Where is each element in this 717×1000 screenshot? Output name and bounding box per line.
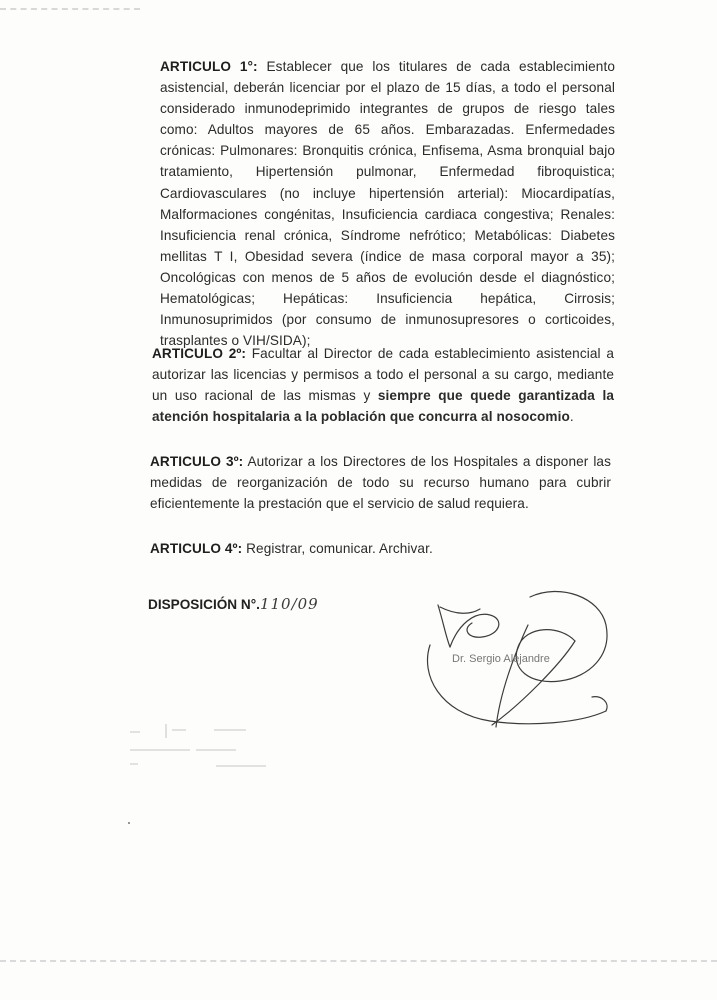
disposition-number (148, 595, 319, 613)
article-3-label: ARTICULO 3º: (150, 454, 244, 469)
article-4-text: Registrar, comunicar. Archivar. (242, 541, 433, 556)
article-1-label: ARTICULO 1°: (160, 59, 258, 74)
article-4 (150, 538, 570, 559)
page-edge-top (0, 0, 140, 10)
disposition-label: DISPOSICIÓN N°. (148, 597, 260, 612)
disposition-handwritten-number: 110/09 (259, 595, 319, 613)
signature-stamp (410, 585, 620, 735)
page-edge-bottom (0, 958, 717, 962)
faded-date-stamp (126, 722, 326, 792)
signature-name: Dr. Sergio Alejandre (452, 653, 550, 665)
article-2 (152, 343, 614, 427)
article-2-text: Facultar al Director de cada establecimiento asistencial a autorizar las licencias y permisos a todo el personal a su cargo, mediante un uso racional de las mismas y (152, 346, 614, 404)
stray-mark (128, 822, 130, 824)
article-3 (150, 451, 611, 514)
faded-stamp-marks (126, 722, 326, 792)
article-2-label: ARTICULO 2º: (152, 346, 247, 361)
article-2-tail: . (569, 409, 574, 425)
article-4-label: ARTICULO 4º: (150, 541, 243, 556)
article-1 (160, 56, 615, 351)
article-3-text: Autorizar a los Directores de los Hospitales a disponer las medidas de reorganización de todo su recurso humano para cubrir eficientemente la prestación que el servicio de salud requiera. (150, 454, 611, 512)
article-2-emphasis: siempre que quede garantizada la atención hospitalaria a la población que concurra al nosocomio (152, 388, 614, 425)
article-1-text: Establecer que los titulares de cada establecimiento asistencial, deberán licenciar por el plazo de 15 días, a todo el personal considerado inmunodeprimido integrantes de grupos de riesgo tales como: Adultos mayores de 65 años. Embarazadas. Enfermedades crónicas: Pulmonares: Bronquitis crónica, Enfisema, Asma bronquial bajo tratamiento, Hipertensión pulmonar, Enfermedad fibroquistica; Cardiovasculares (no incluye hipertensión arterial): Miocardipatías, Malformaciones congénitas, Insuficiencia cardiaca congestiva; Renales: Insuficiencia renal crónica, Síndrome nefrótico; Metabólicas: Diabetes mellitas T I, Obesidad severa (índice de masa corporal mayor a 35); Oncológicas con menos de 5 años de evolución desde el diagnóstico; Hematológicas; Hepáticas: Insuficiencia hepática, Cirrosis; Inmunosuprimidos (por consumo de inmunosupresores o corticoides, trasplantes o VIH/SIDA); (160, 59, 616, 349)
